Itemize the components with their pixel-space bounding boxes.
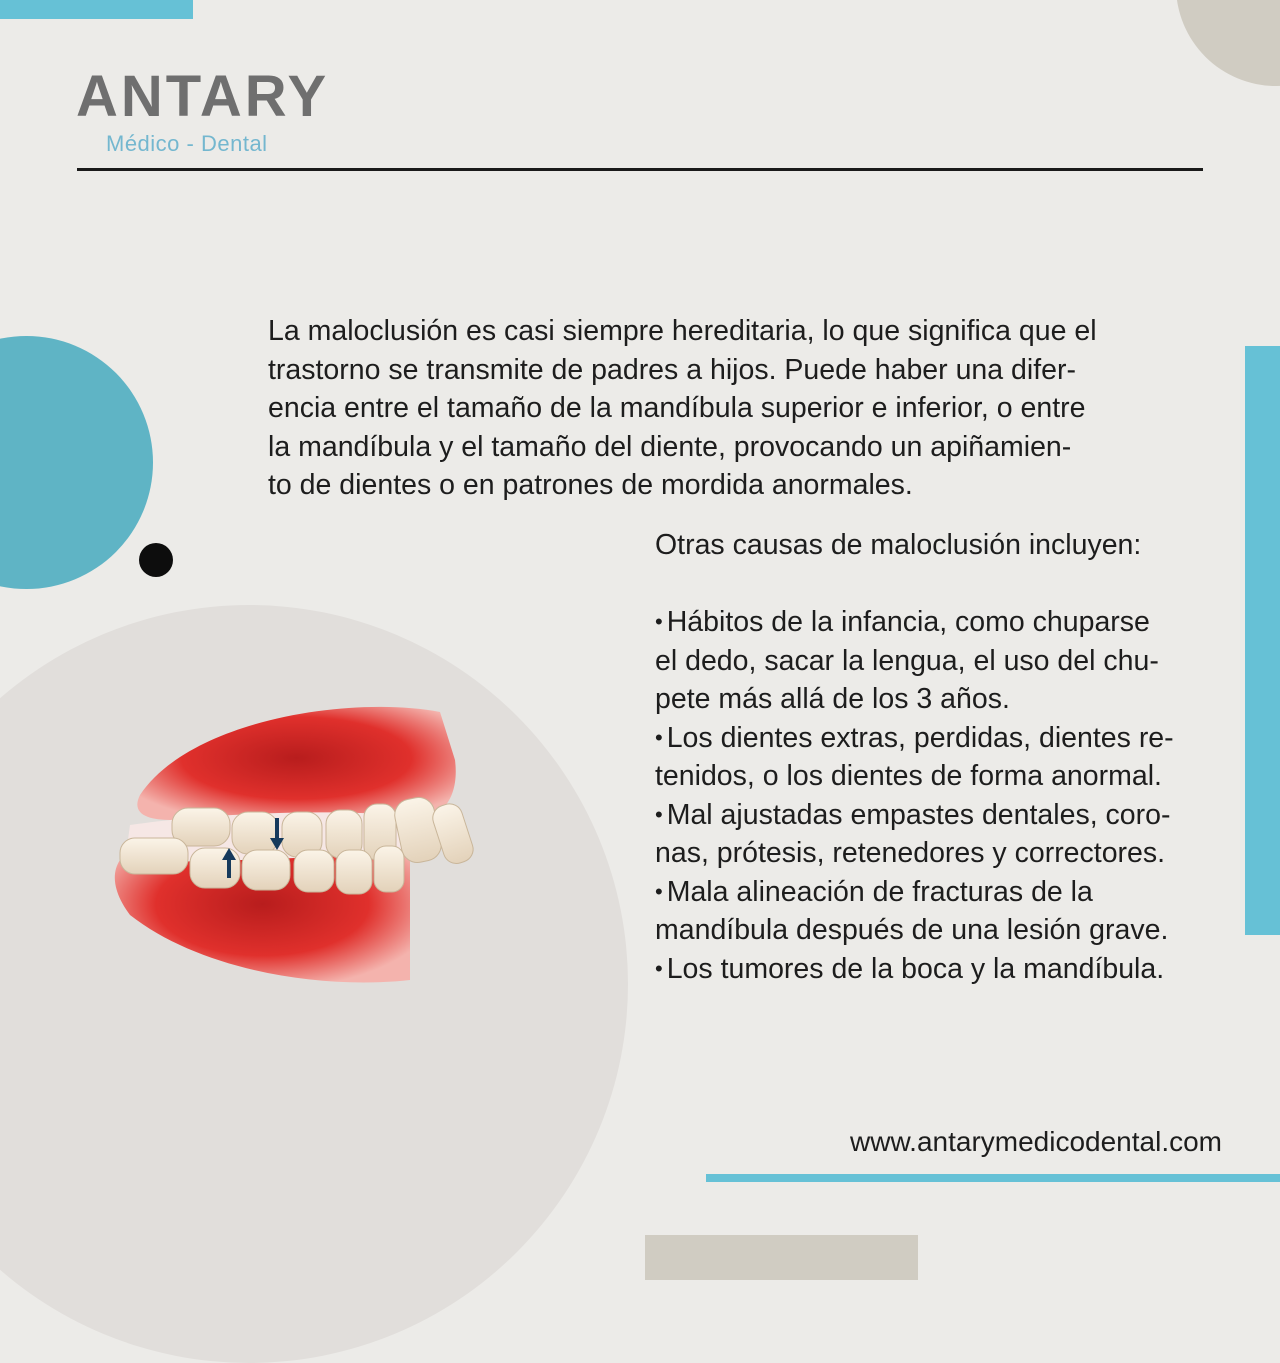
bullet-icon: • [655, 878, 663, 904]
bullet-icon: • [655, 724, 663, 750]
black-decor-dot [139, 543, 173, 577]
intro-line: La maloclusión es casi siempre hereditaria, lo que significa que el [268, 315, 1097, 347]
list-item-line: tenidos, o los dientes de forma anormal. [655, 760, 1162, 792]
intro-line: trastorno se transmite de padres a hijos. Puede haber una difer- [268, 353, 1076, 386]
top-right-decor-circle [1176, 0, 1280, 86]
top-accent-bar [0, 0, 193, 19]
list-item-line: pete más allá de los 3 años. [655, 683, 1010, 715]
list-item [655, 603, 1215, 719]
list-item-line: el dedo, sacar la lengua, el uso del chu- [655, 644, 1159, 677]
list-item [655, 796, 1215, 873]
list-item-line: • Los tumores de la boca y la mandíbula. [655, 952, 1165, 985]
list-item-line: mandíbula después de una lesión grave. [655, 914, 1169, 946]
left-decor-circle [0, 336, 153, 589]
causes-heading: Otras causas de maloclusión incluyen: [655, 529, 1142, 561]
intro-line: to de dientes o en patrones de mordida anormales. [268, 469, 913, 501]
causes-list [655, 603, 1215, 988]
brand-logo-subtitle: Médico - Dental [106, 131, 268, 156]
intro-paragraph [268, 312, 1188, 505]
malocclusion-teeth-image [100, 700, 480, 1000]
website-url[interactable]: www.antarymedicodental.com [850, 1126, 1222, 1157]
list-item [655, 873, 1215, 950]
intro-line: la mandíbula y el tamaño del diente, provocando un apiñamien- [268, 430, 1072, 463]
bullet-icon: • [655, 609, 663, 634]
brand-logo-name: ANTARY [76, 64, 330, 129]
bottom-accent-line [706, 1174, 1280, 1182]
list-item-line: • Hábitos de la infancia, como chuparse [655, 606, 1150, 638]
list-item [655, 719, 1215, 796]
bullet-icon: • [655, 801, 663, 827]
bullet-icon: • [655, 955, 663, 981]
right-accent-bar [1245, 346, 1280, 935]
list-item [655, 950, 1215, 989]
list-item-line: • Mala alineación de fracturas de la [655, 875, 1093, 908]
header-divider [77, 168, 1203, 171]
bottom-decor-rect [645, 1235, 918, 1280]
list-item-line: • Mal ajustadas empastes dentales, coro- [655, 798, 1171, 831]
list-item-line: nas, prótesis, retenedores y correctores. [655, 837, 1166, 869]
intro-line: encia entre el tamaño de la mandíbula superior e inferior, o entre [268, 392, 1086, 424]
list-item-line: • Los dientes extras, perdidas, dientes re- [655, 721, 1174, 754]
